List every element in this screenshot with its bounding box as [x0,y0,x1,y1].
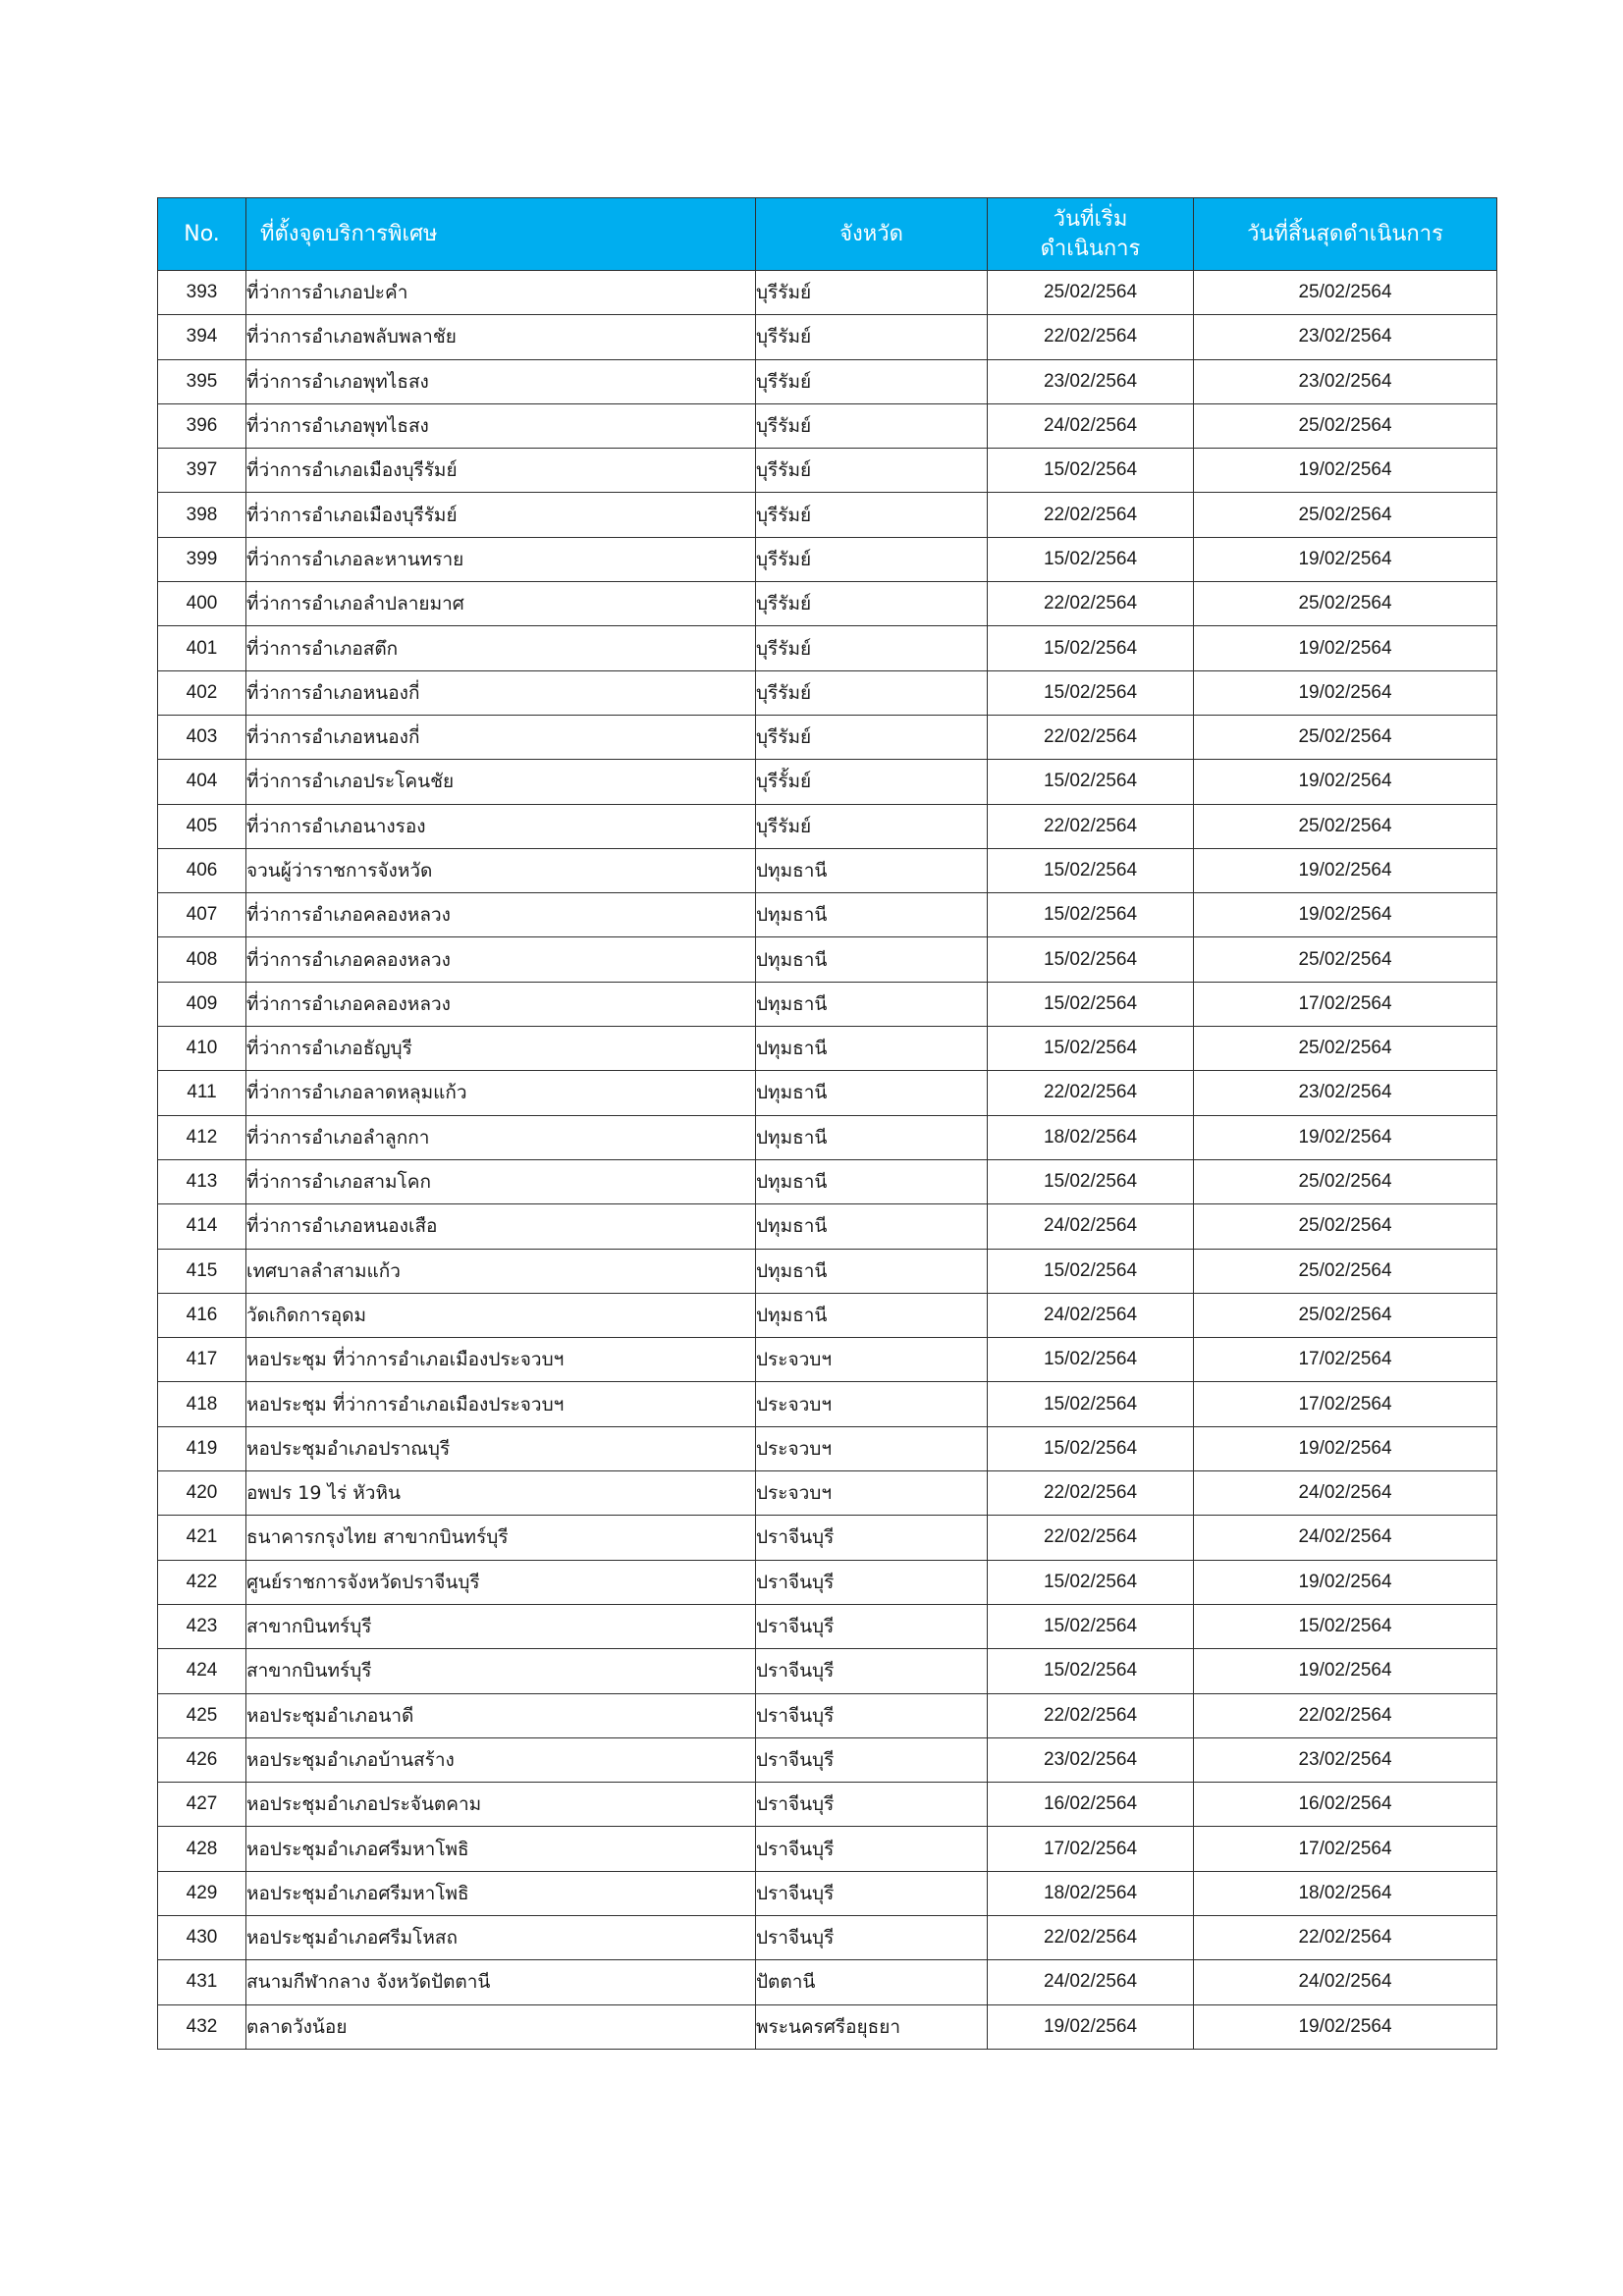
end-date-cell: 23/02/2564 [1194,1737,1497,1782]
end-date-cell: 16/02/2564 [1194,1783,1497,1827]
start-date-cell: 22/02/2564 [988,1693,1194,1737]
end-date-cell: 25/02/2564 [1194,271,1497,315]
end-date-cell: 23/02/2564 [1194,315,1497,359]
row-number: 426 [158,1737,246,1782]
location-cell: ที่ว่าการอำเภอสามโคก [246,1159,756,1203]
table-row [158,537,1497,581]
province-cell: บุรีรัมย์ [756,271,988,315]
start-date-cell: 15/02/2564 [988,537,1194,581]
end-date-cell: 19/02/2564 [1194,1426,1497,1470]
start-date-cell: 24/02/2564 [988,1293,1194,1337]
location-cell: ที่ว่าการอำเภอนางรอง [246,804,756,848]
table-header [158,198,1497,271]
location-cell: ที่ว่าการอำเภอหนองกี่ [246,715,756,759]
end-date-cell: 18/02/2564 [1194,1871,1497,1915]
start-date-cell: 22/02/2564 [988,1915,1194,1959]
location-cell: ที่ว่าการอำเภอธัญบุรี [246,1027,756,1071]
province-cell: ประจวบฯ [756,1382,988,1426]
location-cell: หอประชุม ที่ว่าการอำเภอเมืองประจวบฯ [246,1338,756,1382]
location-cell: ที่ว่าการอำเภอเมืองบุรีรัมย์ [246,449,756,493]
row-number: 416 [158,1293,246,1337]
start-date-cell: 15/02/2564 [988,1382,1194,1426]
header-location: ที่ตั้งจุดบริการพิเศษ [246,198,756,271]
start-date-cell: 15/02/2564 [988,1560,1194,1604]
end-date-cell: 15/02/2564 [1194,1604,1497,1648]
province-cell: บุรีรัมย์ [756,715,988,759]
table-row [158,449,1497,493]
start-date-cell: 23/02/2564 [988,359,1194,403]
province-cell: ปทุมธานี [756,982,988,1026]
location-cell: หอประชุมอำเภอศรีมหาโพธิ [246,1827,756,1871]
row-number: 409 [158,982,246,1026]
row-number: 396 [158,403,246,448]
province-cell: ปทุมธานี [756,1249,988,1293]
table-row [158,1516,1497,1560]
end-date-cell: 17/02/2564 [1194,1338,1497,1382]
end-date-cell: 24/02/2564 [1194,1516,1497,1560]
province-cell: ปราจีนบุรี [756,1516,988,1560]
start-date-cell: 15/02/2564 [988,1159,1194,1203]
row-number: 397 [158,449,246,493]
row-number: 421 [158,1516,246,1560]
location-cell: สาขากบินทร์บุรี [246,1649,756,1693]
end-date-cell: 19/02/2564 [1194,893,1497,937]
header-no: No. [158,198,246,271]
province-cell: ปทุมธานี [756,937,988,982]
start-date-cell: 15/02/2564 [988,893,1194,937]
table-row [158,1426,1497,1470]
row-number: 420 [158,1471,246,1516]
location-cell: เทศบาลลำสามแก้ว [246,1249,756,1293]
end-date-cell: 25/02/2564 [1194,1159,1497,1203]
start-date-cell: 15/02/2564 [988,937,1194,982]
table-row [158,493,1497,537]
end-date-cell: 22/02/2564 [1194,1915,1497,1959]
start-date-cell: 15/02/2564 [988,670,1194,715]
row-number: 428 [158,1827,246,1871]
end-date-cell: 24/02/2564 [1194,1960,1497,2004]
header-start-date [988,198,1194,271]
province-cell: ปทุมธานี [756,848,988,892]
start-date-cell: 15/02/2564 [988,449,1194,493]
table-row [158,582,1497,626]
row-number: 403 [158,715,246,759]
province-cell: ปราจีนบุรี [756,1871,988,1915]
start-date-cell: 25/02/2564 [988,271,1194,315]
table-row [158,271,1497,315]
end-date-cell: 25/02/2564 [1194,1027,1497,1071]
row-number: 394 [158,315,246,359]
end-date-cell: 19/02/2564 [1194,449,1497,493]
location-cell: จวนผู้ว่าราชการจังหวัด [246,848,756,892]
location-cell: หอประชุมอำเภอศรีมหาโพธิ [246,1871,756,1915]
row-number: 399 [158,537,246,581]
row-number: 425 [158,1693,246,1737]
province-cell: บุรีรัมย์ [756,670,988,715]
start-date-cell: 15/02/2564 [988,1604,1194,1648]
start-date-cell: 17/02/2564 [988,1827,1194,1871]
row-number: 393 [158,271,246,315]
start-date-cell: 19/02/2564 [988,2004,1194,2049]
start-date-cell: 22/02/2564 [988,582,1194,626]
end-date-cell: 19/02/2564 [1194,537,1497,581]
end-date-cell: 19/02/2564 [1194,760,1497,804]
end-date-cell: 24/02/2564 [1194,1471,1497,1516]
end-date-cell: 19/02/2564 [1194,2004,1497,2049]
start-date-cell: 22/02/2564 [988,1471,1194,1516]
province-cell: ปทุมธานี [756,1293,988,1337]
table-row [158,1604,1497,1648]
table-row [158,315,1497,359]
province-cell: ปทุมธานี [756,1071,988,1115]
row-number: 408 [158,937,246,982]
province-cell: ปราจีนบุรี [756,1783,988,1827]
table-row [158,804,1497,848]
province-cell: ปราจีนบุรี [756,1827,988,1871]
row-number: 405 [158,804,246,848]
end-date-cell: 25/02/2564 [1194,804,1497,848]
row-number: 419 [158,1426,246,1470]
province-cell: ปราจีนบุรี [756,1649,988,1693]
start-date-cell: 22/02/2564 [988,315,1194,359]
province-cell: ปทุมธานี [756,1027,988,1071]
location-cell: หอประชุม ที่ว่าการอำเภอเมืองประจวบฯ [246,1382,756,1426]
table-row [158,1204,1497,1249]
table-row [158,1027,1497,1071]
header-start-date-line2: ดำเนินการ [1040,236,1141,261]
table-row [158,760,1497,804]
row-number: 418 [158,1382,246,1426]
province-cell: บุรีรัมย์ [756,449,988,493]
start-date-cell: 15/02/2564 [988,1426,1194,1470]
province-cell: ปัตตานี [756,1960,988,2004]
row-number: 407 [158,893,246,937]
start-date-cell: 22/02/2564 [988,493,1194,537]
location-cell: ที่ว่าการอำเภอพลับพลาชัย [246,315,756,359]
province-cell: บุรีรัมย์ [756,582,988,626]
table-row [158,1737,1497,1782]
table-row [158,1649,1497,1693]
location-cell: หอประชุมอำเภอบ้านสร้าง [246,1737,756,1782]
start-date-cell: 22/02/2564 [988,804,1194,848]
table-row [158,1915,1497,1959]
row-number: 432 [158,2004,246,2049]
end-date-cell: 22/02/2564 [1194,1693,1497,1737]
start-date-cell: 23/02/2564 [988,1737,1194,1782]
table-row [158,1693,1497,1737]
end-date-cell: 19/02/2564 [1194,670,1497,715]
province-cell: ปราจีนบุรี [756,1693,988,1737]
end-date-cell: 25/02/2564 [1194,403,1497,448]
start-date-cell: 16/02/2564 [988,1783,1194,1827]
end-date-cell: 19/02/2564 [1194,1115,1497,1159]
location-cell: ที่ว่าการอำเภอสตึก [246,626,756,670]
location-cell: ที่ว่าการอำเภอละหานทราย [246,537,756,581]
province-cell: ประจวบฯ [756,1338,988,1382]
row-number: 412 [158,1115,246,1159]
province-cell: บุรีรัมย์ [756,537,988,581]
province-cell: ปราจีนบุรี [756,1560,988,1604]
location-cell: ศูนย์ราชการจังหวัดปราจีนบุรี [246,1560,756,1604]
table-row [158,982,1497,1026]
end-date-cell: 19/02/2564 [1194,626,1497,670]
table-row [158,359,1497,403]
province-cell: บุรีรัมย์ [756,315,988,359]
location-cell: ที่ว่าการอำเภอเมืองบุรีรัมย์ [246,493,756,537]
location-cell: ที่ว่าการอำเภอลาดหลุมแก้ว [246,1071,756,1115]
row-number: 414 [158,1204,246,1249]
province-cell: พระนครศรีอยุธยา [756,2004,988,2049]
row-number: 413 [158,1159,246,1203]
table-row [158,893,1497,937]
table-row [158,937,1497,982]
start-date-cell: 22/02/2564 [988,715,1194,759]
end-date-cell: 25/02/2564 [1194,1293,1497,1337]
location-cell: หอประชุมอำเภอศรีมโหสถ [246,1915,756,1959]
province-cell: ปทุมธานี [756,1115,988,1159]
province-cell: บุรีรัมย์ [756,626,988,670]
start-date-cell: 24/02/2564 [988,1960,1194,2004]
location-cell: ที่ว่าการอำเภอคลองหลวง [246,982,756,1026]
row-number: 401 [158,626,246,670]
start-date-cell: 24/02/2564 [988,403,1194,448]
table-row [158,1560,1497,1604]
row-number: 424 [158,1649,246,1693]
row-number: 431 [158,1960,246,2004]
table-row [158,1783,1497,1827]
location-cell: อพปร 19 ไร่ หัวหิน [246,1471,756,1516]
table-row [158,1871,1497,1915]
table-row [158,1071,1497,1115]
table-row [158,1827,1497,1871]
end-date-cell: 25/02/2564 [1194,582,1497,626]
location-cell: ที่ว่าการอำเภอพุทไธสง [246,359,756,403]
row-number: 402 [158,670,246,715]
location-cell: ที่ว่าการอำเภอหนองกี่ [246,670,756,715]
end-date-cell: 25/02/2564 [1194,715,1497,759]
header-start-date-line1: วันที่เริ่ม [1053,206,1128,232]
end-date-cell: 25/02/2564 [1194,1204,1497,1249]
table-row [158,1960,1497,2004]
start-date-cell: 15/02/2564 [988,626,1194,670]
header-end-date: วันที่สิ้นสุดดำเนินการ [1194,198,1497,271]
start-date-cell: 15/02/2564 [988,1027,1194,1071]
table-row [158,626,1497,670]
row-number: 427 [158,1783,246,1827]
row-number: 400 [158,582,246,626]
start-date-cell: 24/02/2564 [988,1204,1194,1249]
location-cell: ที่ว่าการอำเภอปะคำ [246,271,756,315]
table-row [158,2004,1497,2049]
row-number: 398 [158,493,246,537]
end-date-cell: 23/02/2564 [1194,359,1497,403]
location-cell: ที่ว่าการอำเภอลำลูกกา [246,1115,756,1159]
location-cell: สาขากบินทร์บุรี [246,1604,756,1648]
location-cell: ที่ว่าการอำเภอพุทไธสง [246,403,756,448]
row-number: 395 [158,359,246,403]
province-cell: ปราจีนบุรี [756,1737,988,1782]
end-date-cell: 19/02/2564 [1194,848,1497,892]
location-cell: ตลาดวังน้อย [246,2004,756,2049]
location-cell: ที่ว่าการอำเภอคลองหลวง [246,937,756,982]
location-cell: หอประชุมอำเภอปราณบุรี [246,1426,756,1470]
start-date-cell: 22/02/2564 [988,1071,1194,1115]
end-date-cell: 19/02/2564 [1194,1649,1497,1693]
table-row [158,1382,1497,1426]
start-date-cell: 15/02/2564 [988,1249,1194,1293]
table-row [158,670,1497,715]
start-date-cell: 15/02/2564 [988,982,1194,1026]
service-points-table [157,197,1497,2050]
table-row [158,715,1497,759]
table-row [158,1115,1497,1159]
end-date-cell: 17/02/2564 [1194,982,1497,1026]
table-row [158,848,1497,892]
start-date-cell: 15/02/2564 [988,1649,1194,1693]
location-cell: หอประชุมอำเภอประจันตคาม [246,1783,756,1827]
header-province: จังหวัด [756,198,988,271]
location-cell: วัดเกิดการอุดม [246,1293,756,1337]
province-cell: ประจวบฯ [756,1426,988,1470]
province-cell: ปทุมธานี [756,1204,988,1249]
end-date-cell: 25/02/2564 [1194,1249,1497,1293]
location-cell: ที่ว่าการอำเภอประโคนชัย [246,760,756,804]
location-cell: ที่ว่าการอำเภอคลองหลวง [246,893,756,937]
province-cell: บุรีรั้มย์ [756,760,988,804]
start-date-cell: 15/02/2564 [988,1338,1194,1382]
end-date-cell: 25/02/2564 [1194,937,1497,982]
row-number: 417 [158,1338,246,1382]
table-row [158,1249,1497,1293]
end-date-cell: 17/02/2564 [1194,1382,1497,1426]
location-cell: ที่ว่าการอำเภอหนองเสือ [246,1204,756,1249]
province-cell: บุรีรัมย์ [756,804,988,848]
province-cell: บุรีรัมย์ [756,403,988,448]
province-cell: บุรีรัมย์ [756,493,988,537]
table-row [158,1159,1497,1203]
province-cell: ปราจีนบุรี [756,1604,988,1648]
row-number: 406 [158,848,246,892]
row-number: 415 [158,1249,246,1293]
start-date-cell: 15/02/2564 [988,760,1194,804]
location-cell: หอประชุมอำเภอนาดี [246,1693,756,1737]
start-date-cell: 18/02/2564 [988,1871,1194,1915]
province-cell: ปทุมธานี [756,893,988,937]
location-cell: ธนาคารกรุงไทย สาขากบินทร์บุรี [246,1516,756,1560]
start-date-cell: 15/02/2564 [988,848,1194,892]
location-cell: ที่ว่าการอำเภอลำปลายมาศ [246,582,756,626]
table-row [158,1293,1497,1337]
province-cell: ปทุมธานี [756,1159,988,1203]
location-cell: สนามกีฬากลาง จังหวัดปัตตานี [246,1960,756,2004]
row-number: 430 [158,1915,246,1959]
end-date-cell: 23/02/2564 [1194,1071,1497,1115]
table-row [158,1338,1497,1382]
row-number: 429 [158,1871,246,1915]
province-cell: ปราจีนบุรี [756,1915,988,1959]
start-date-cell: 18/02/2564 [988,1115,1194,1159]
row-number: 404 [158,760,246,804]
end-date-cell: 25/02/2564 [1194,493,1497,537]
row-number: 422 [158,1560,246,1604]
header-row [158,198,1497,271]
end-date-cell: 17/02/2564 [1194,1827,1497,1871]
row-number: 423 [158,1604,246,1648]
end-date-cell: 19/02/2564 [1194,1560,1497,1604]
table-row [158,403,1497,448]
start-date-cell: 22/02/2564 [988,1516,1194,1560]
province-cell: บุรีรัมย์ [756,359,988,403]
province-cell: ประจวบฯ [756,1471,988,1516]
table-row [158,1471,1497,1516]
table-body [158,271,1497,2050]
row-number: 410 [158,1027,246,1071]
row-number: 411 [158,1071,246,1115]
